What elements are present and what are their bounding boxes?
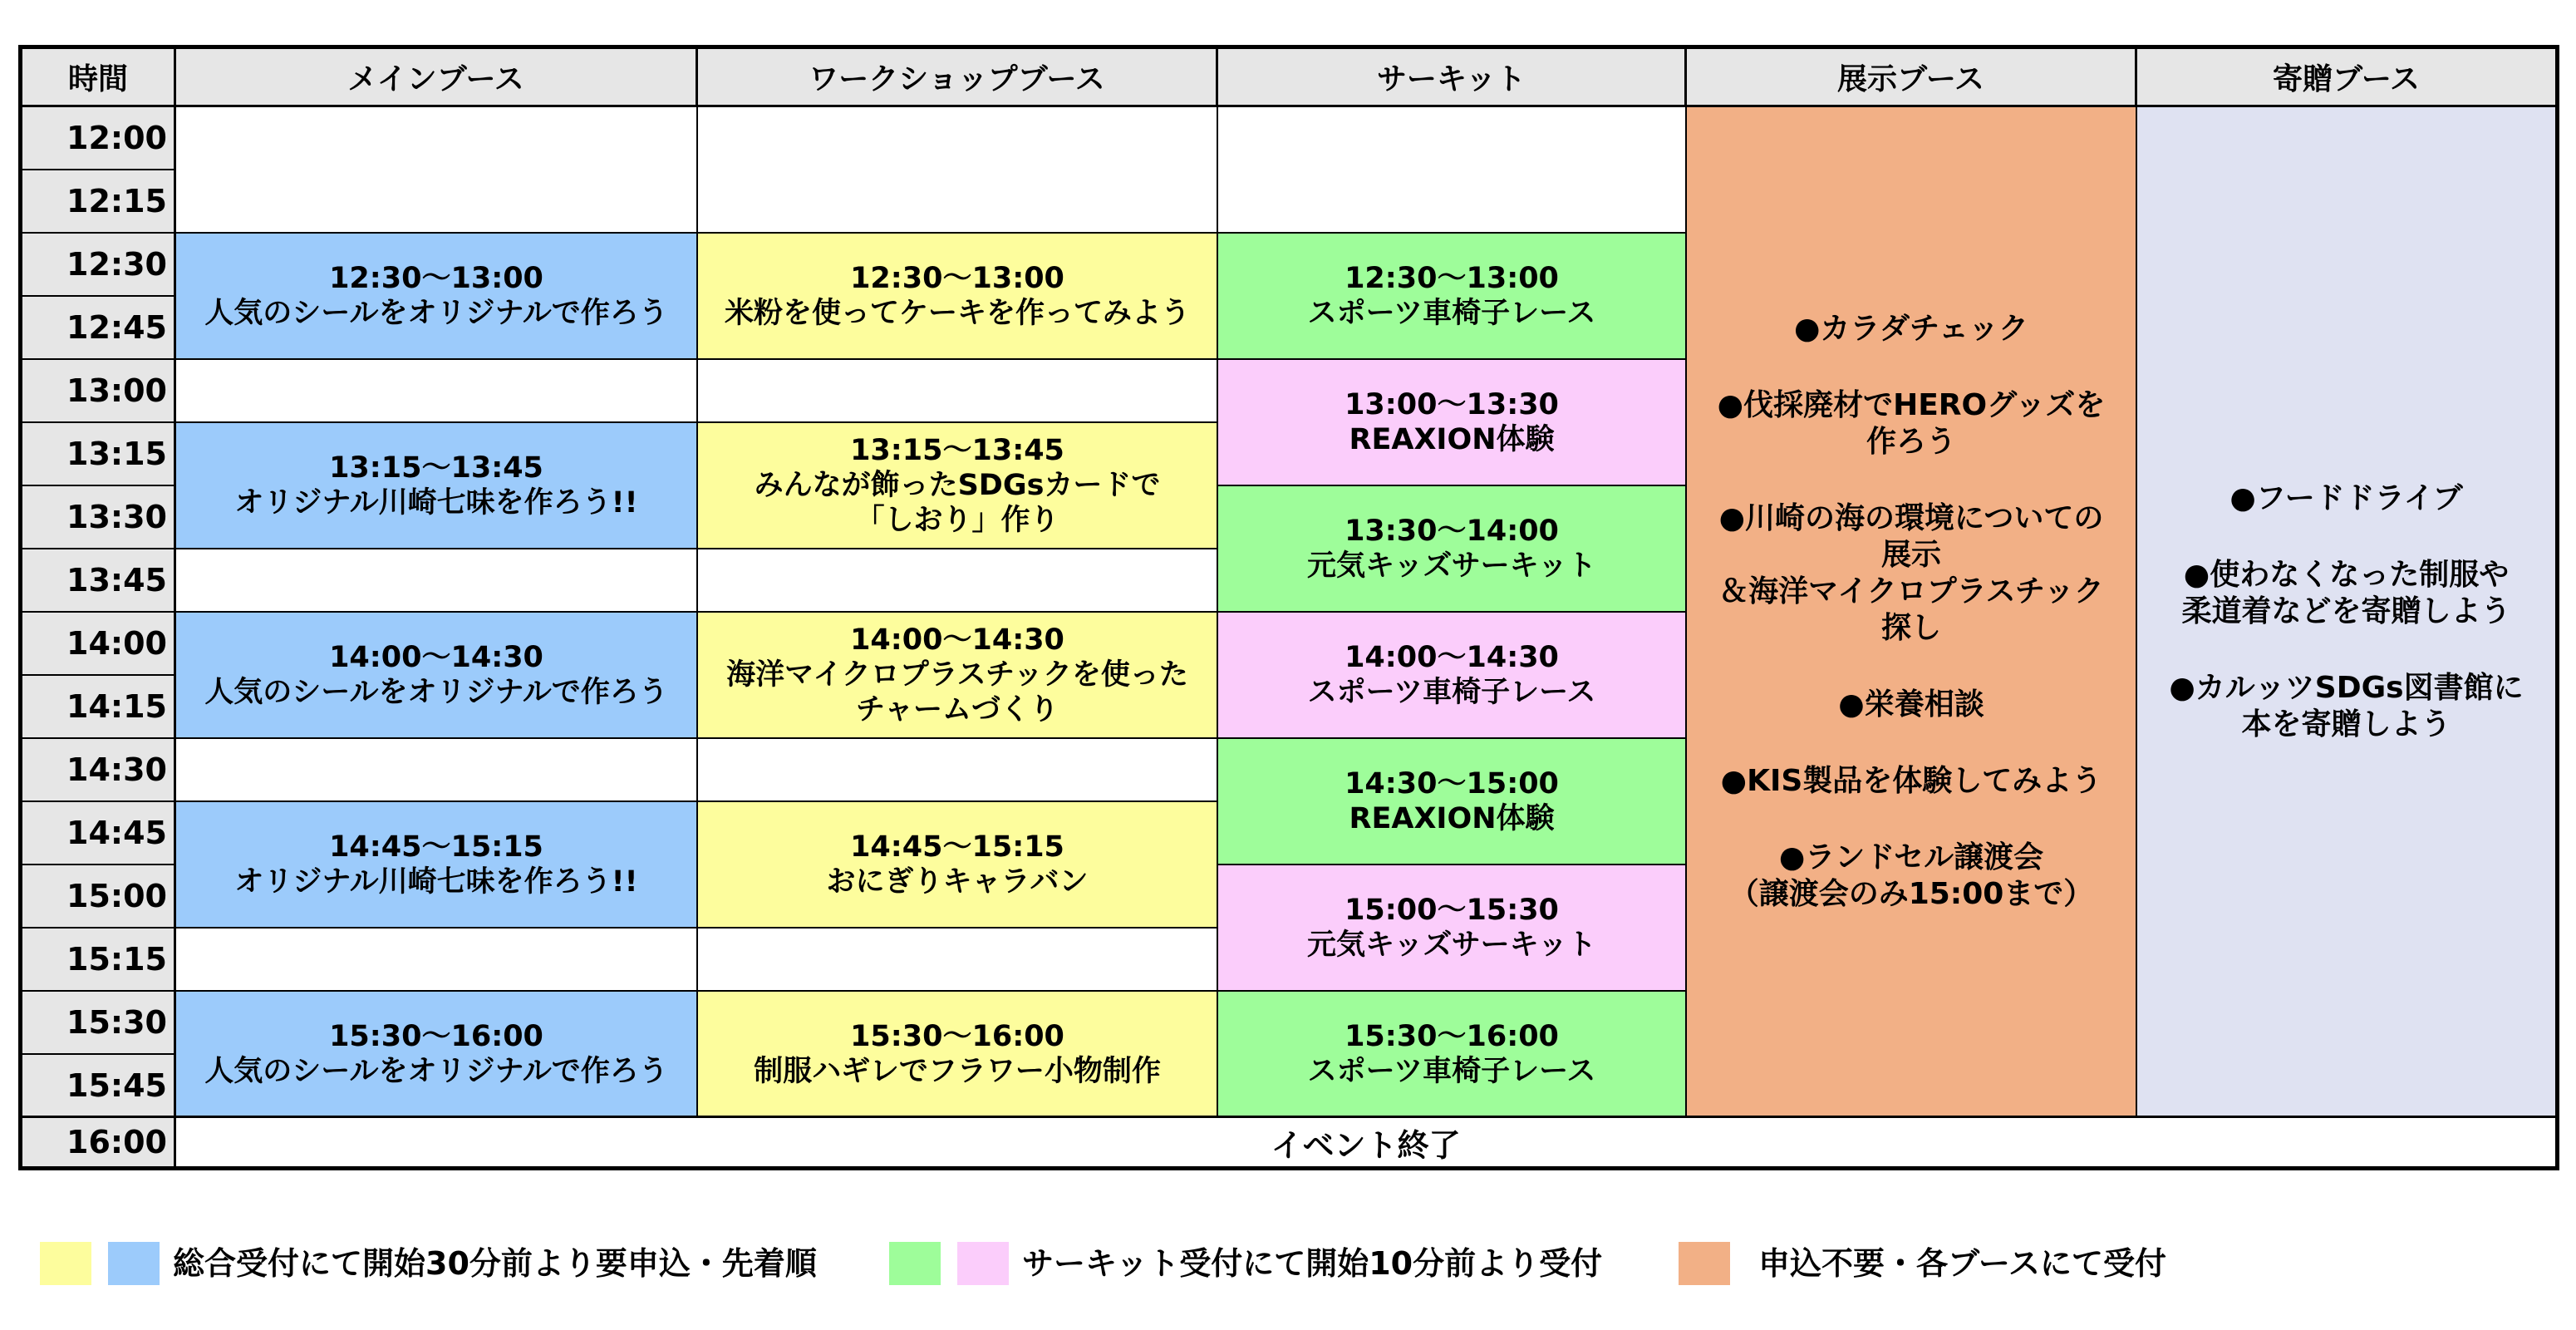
exhibit-item: ●川崎の海の環境についての 展示 ＆海洋マイクロプラスチック 探し	[1718, 500, 2104, 645]
time-slot: 12:15	[22, 170, 176, 234]
workshop-event	[698, 613, 1218, 739]
circuit-event	[1218, 234, 1687, 360]
main-event	[176, 423, 698, 549]
legend-swatch-blue	[108, 1242, 160, 1285]
workshop-event	[698, 992, 1218, 1118]
empty-slot	[698, 549, 1218, 613]
time-slot: 16:00	[22, 1118, 176, 1166]
circuit-event	[1218, 865, 1687, 992]
donation-item: ●カルッツSDGs図書館に 本を寄贈しよう	[2169, 670, 2524, 741]
empty-slot	[176, 107, 698, 234]
main-event	[176, 802, 698, 929]
event-title: 海洋マイクロプラスチックを使った	[726, 658, 1188, 692]
event-time: 15:30～16:00	[1345, 1019, 1559, 1053]
event-title: 米粉を使ってケーキを作ってみよう	[724, 297, 1190, 330]
empty-slot	[698, 360, 1218, 423]
time-slot: 15:15	[22, 929, 176, 992]
legend	[40, 1242, 2533, 1292]
event-title: REAXION体験	[1349, 423, 1555, 456]
time-slot: 12:30	[22, 234, 176, 297]
event-time: 12:30～13:00	[1345, 262, 1559, 295]
event-time: 12:30～13:00	[850, 262, 1064, 295]
empty-slot	[176, 549, 698, 613]
empty-slot	[1218, 107, 1687, 234]
event-time: 13:15～13:45	[850, 434, 1064, 467]
header-donation-booth: 寄贈ブース	[2137, 49, 2555, 107]
time-slot: 14:15	[22, 676, 176, 739]
empty-slot	[698, 929, 1218, 992]
legend-swatch-pink	[957, 1242, 1009, 1285]
empty-slot	[698, 107, 1218, 234]
header-time: 時間	[22, 49, 176, 107]
header-exhibit-booth: 展示ブース	[1687, 49, 2137, 107]
legend-general-label: 総合受付にて開始30分前より要申込・先着順	[173, 1245, 817, 1282]
event-time: 13:00～13:30	[1345, 388, 1559, 421]
circuit-event	[1218, 486, 1687, 613]
event-time: 14:45～15:15	[329, 830, 543, 864]
event-time: 14:00～14:30	[1345, 641, 1559, 674]
time-slot: 13:30	[22, 486, 176, 549]
event-title: スポーツ車椅子レース	[1307, 297, 1596, 330]
time-slot: 13:00	[22, 360, 176, 423]
donation-item: ●フードドライブ	[2229, 480, 2463, 515]
exhibit-item: ●栄養相談	[1838, 687, 1984, 722]
event-end-row: イベント終了	[176, 1118, 2555, 1166]
exhibit-item: ●伐採廃材でHEROグッズを 作ろう	[1717, 387, 2106, 459]
time-slot: 13:45	[22, 549, 176, 613]
event-title: REAXION体験	[1349, 802, 1555, 835]
schedule-table	[18, 45, 2559, 1170]
legend-circuit-label: サーキット受付にて開始10分前より受付	[1022, 1245, 1603, 1282]
legend-swatch-orange	[1679, 1242, 1730, 1285]
event-time: 15:30～16:00	[850, 1019, 1064, 1053]
exhibit-item: ●カラダチェック	[1794, 311, 2028, 346]
exhibit-item: ●KIS製品を体験してみよう	[1720, 763, 2102, 798]
circuit-event	[1218, 992, 1687, 1118]
donation-item: ●使わなくなった制服や 柔道着などを寄贈しよう	[2181, 557, 2511, 628]
exhibit-list	[1687, 107, 2137, 1118]
main-event	[176, 613, 698, 739]
workshop-event	[698, 423, 1218, 549]
time-slot: 15:30	[22, 992, 176, 1055]
event-time: 14:30～15:00	[1345, 767, 1559, 800]
time-slot: 12:45	[22, 297, 176, 360]
time-slot: 15:45	[22, 1055, 176, 1118]
event-time: 13:30～14:00	[1345, 515, 1559, 548]
empty-slot	[176, 929, 698, 992]
time-slot: 12:00	[22, 107, 176, 170]
legend-swatch-yellow	[40, 1242, 91, 1285]
event-title: スポーツ車椅子レース	[1307, 676, 1596, 709]
event-title: オリジナル川崎七味を作ろう!!	[234, 486, 638, 520]
header-main-booth: メインブース	[176, 49, 698, 107]
legend-free-label: 申込不要・各ブースにて受付	[1758, 1245, 2166, 1282]
header-circuit: サーキット	[1218, 49, 1687, 107]
event-time: 12:30～13:00	[329, 262, 543, 295]
time-slot: 15:00	[22, 865, 176, 929]
circuit-event	[1218, 613, 1687, 739]
event-title: スポーツ車椅子レース	[1307, 1054, 1596, 1088]
circuit-event	[1218, 360, 1687, 486]
workshop-event	[698, 234, 1218, 360]
event-time: 14:00～14:30	[329, 641, 543, 674]
event-title: 元気キッズサーキット	[1307, 929, 1596, 962]
event-title: みんなが飾ったSDGsカードで	[754, 469, 1161, 502]
exhibit-item: ●ランドセル譲渡会 （譲渡会のみ15:00まで）	[1728, 840, 2094, 911]
event-time: 14:45～15:15	[850, 830, 1064, 864]
main-event	[176, 992, 698, 1118]
event-title: おにぎりキャラバン	[826, 865, 1089, 899]
event-title: 人気のシールをオリジナルで作ろう	[204, 297, 668, 330]
event-title-line2: 「しおり」作り	[855, 504, 1059, 537]
empty-slot	[698, 739, 1218, 802]
event-time: 15:00～15:30	[1345, 894, 1559, 927]
event-title: 元気キッズサーキット	[1307, 549, 1596, 583]
legend-swatch-green	[889, 1242, 941, 1285]
event-title-line2: チャームづくり	[856, 693, 1059, 727]
event-title: オリジナル川崎七味を作ろう!!	[234, 865, 638, 899]
event-time: 13:15～13:45	[329, 451, 543, 485]
workshop-event	[698, 802, 1218, 929]
time-slot: 13:15	[22, 423, 176, 486]
header-workshop-booth: ワークショップブース	[698, 49, 1218, 107]
event-time: 14:00～14:30	[850, 623, 1064, 657]
donation-list	[2137, 107, 2555, 1118]
time-slot: 14:30	[22, 739, 176, 802]
event-title: 人気のシールをオリジナルで作ろう	[204, 676, 668, 709]
event-title: 人気のシールをオリジナルで作ろう	[204, 1054, 668, 1088]
circuit-event	[1218, 739, 1687, 865]
main-event	[176, 234, 698, 360]
time-slot: 14:00	[22, 613, 176, 676]
time-slot: 14:45	[22, 802, 176, 865]
event-time: 15:30～16:00	[329, 1019, 543, 1053]
event-title: 制服ハギレでフラワー小物制作	[754, 1054, 1161, 1088]
empty-slot	[176, 739, 698, 802]
empty-slot	[176, 360, 698, 423]
